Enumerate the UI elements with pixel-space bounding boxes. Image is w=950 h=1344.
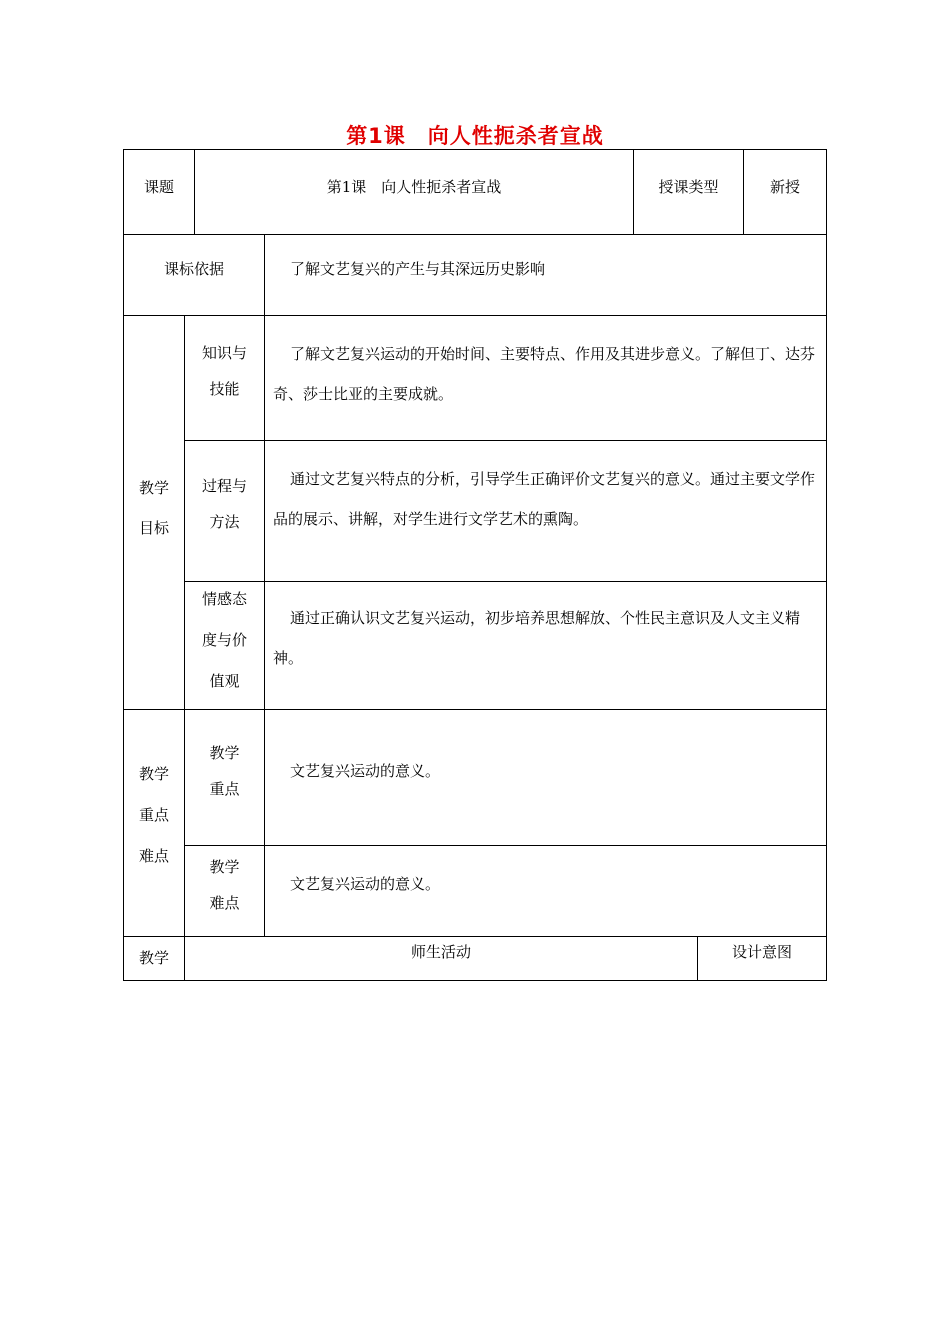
goal-label-line: 知识与 [201, 344, 247, 362]
key-label-line: 教学 [209, 858, 240, 876]
key-difficulty-text: 文艺复兴运动的意义。 [290, 875, 441, 893]
goal-attitude-label [184, 579, 265, 702]
basis-value: 了解文艺复兴的产生与其深远历史影响 [290, 260, 546, 278]
row-divider [123, 234, 827, 235]
basis-label: 课标依据 [163, 260, 224, 278]
row-divider [184, 440, 827, 441]
goal-knowledge-label [184, 335, 265, 407]
goals-label [123, 468, 185, 548]
table-border-right [826, 149, 827, 981]
activity-header: 师生活动 [410, 943, 471, 961]
goal-attitude-text: 通过正确认识文艺复兴运动，初步培养思想解放、个性民主意识及人文主义精神。 [273, 609, 801, 667]
row-divider [184, 581, 827, 582]
row-divider [184, 845, 827, 846]
goals-label-line2: 目标 [138, 519, 169, 537]
row-divider [123, 315, 827, 316]
topic-value: 第1课 向人性扼杀者宣战 [326, 178, 502, 196]
goal-label-line: 值观 [209, 672, 240, 690]
page-title: 第1课 向人性扼杀者宣战 [346, 124, 604, 148]
key-label-line: 难点 [209, 894, 240, 912]
goal-label-line: 技能 [209, 380, 240, 398]
row-divider [123, 709, 827, 710]
goal-label-line: 方法 [209, 513, 240, 531]
key-focus-text: 文艺复兴运动的意义。 [290, 762, 441, 780]
goal-label-line: 度与价 [201, 631, 247, 649]
goal-process-label [184, 468, 265, 540]
footer-label: 教学 [138, 949, 169, 967]
keypoints-label-line: 重点 [138, 806, 169, 824]
key-difficulty-label [184, 849, 265, 921]
table-border-top [123, 149, 827, 150]
intent-header: 设计意图 [731, 943, 792, 961]
topic-label: 课题 [143, 178, 174, 196]
key-focus-label [184, 735, 265, 807]
goals-label-line1: 教学 [138, 479, 169, 497]
lesson-type-value: 新授 [769, 178, 800, 196]
goal-process-text: 通过文艺复兴特点的分析，引导学生正确评价文艺复兴的意义。通过主要文学作品的展示、讲解，对学生进行文学艺术的熏陶。 [273, 470, 816, 528]
table-border-bottom [123, 980, 827, 981]
keypoints-label [123, 754, 185, 877]
lesson-type-label: 授课类型 [658, 178, 719, 196]
goal-knowledge-text: 了解文艺复兴运动的开始时间、主要特点、作用及其进步意义。了解但丁、达芬奇、莎士比亚的主要成就。 [273, 345, 816, 403]
keypoints-label-line: 教学 [138, 765, 169, 783]
goal-label-line: 过程与 [201, 477, 247, 495]
key-label-line: 重点 [209, 780, 240, 798]
key-label-line: 教学 [209, 744, 240, 762]
keypoints-label-line: 难点 [138, 847, 169, 865]
goal-label-line: 情感态 [201, 590, 247, 608]
